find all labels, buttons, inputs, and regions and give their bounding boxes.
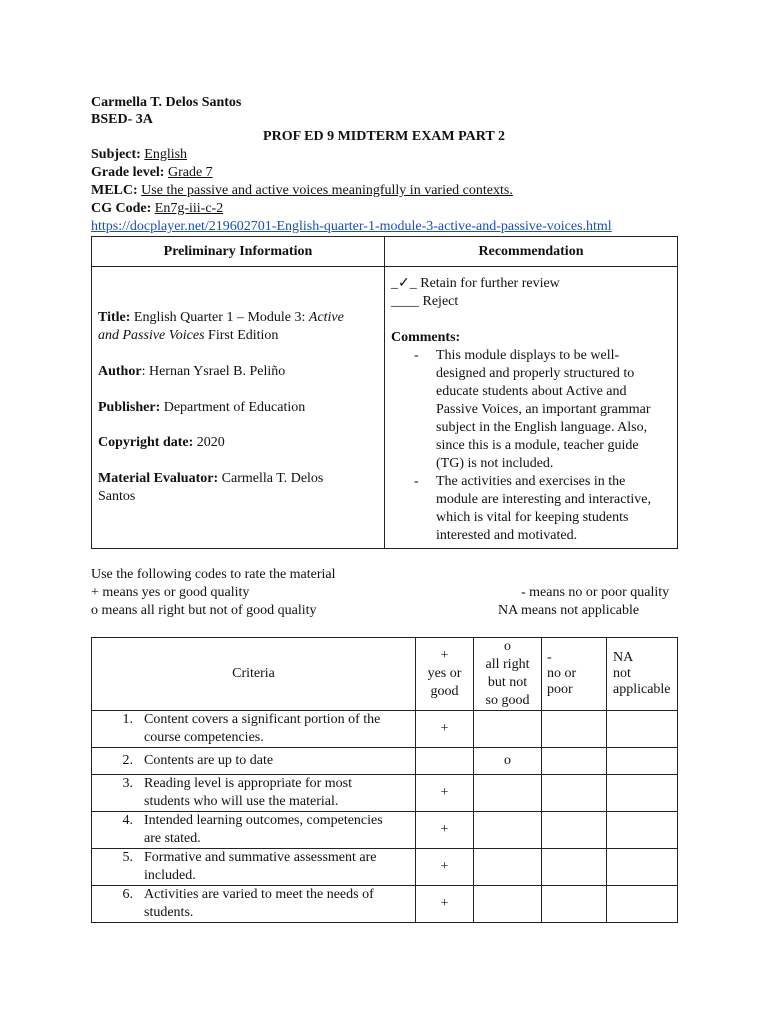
rating-na-cell[interactable]	[607, 775, 678, 812]
o-header-line: but not	[487, 675, 528, 690]
comment-2-line: module are interesting and interactive,	[436, 492, 651, 507]
criteria-rows	[92, 711, 678, 923]
recommendation-header: Recommendation	[385, 237, 678, 267]
codes-intro: Use the following codes to rate the material	[91, 567, 336, 582]
code-minus: - means no or poor quality	[521, 585, 670, 600]
subject-label: Subject:	[91, 147, 141, 162]
criteria-row	[92, 748, 678, 775]
criteria-text	[144, 886, 415, 922]
grade-line	[91, 164, 213, 182]
criteria-text-line: Content covers a significant portion of the	[144, 712, 381, 727]
o-header	[474, 638, 542, 711]
prelim-info-header: Preliminary Information	[92, 237, 385, 267]
criteria-number: 1.	[122, 712, 133, 727]
source-link[interactable]: https://docplayer.net/219602701-English-quarter-1-module-3-active-and-passive-voices.html	[91, 219, 612, 234]
criteria-text	[144, 711, 415, 747]
criteria-text-line: are stated.	[144, 831, 201, 846]
criteria-row	[92, 812, 678, 849]
material-evaluator: Material Evaluator: Carmella T. Delos Santos	[98, 471, 324, 504]
rating-plus-cell[interactable]: +	[416, 812, 474, 849]
rating-o-cell[interactable]	[474, 711, 542, 748]
rating-o-cell[interactable]	[474, 812, 542, 849]
material-title: Title: English Quarter 1 – Module 3: Active and Passive Voices First Edition	[98, 310, 344, 343]
minus-header	[542, 638, 607, 711]
rating-na-cell[interactable]	[607, 849, 678, 886]
cg-value: En7g-iii-c-2	[154, 201, 224, 216]
criteria-number: 2.	[122, 753, 133, 768]
plus-header	[416, 638, 474, 711]
melc-line	[91, 182, 513, 200]
criteria-cell	[92, 849, 416, 886]
na-header-line: applicable	[613, 682, 671, 697]
comment-1-line: (TG) is not included.	[436, 456, 554, 471]
rating-minus-cell[interactable]	[542, 812, 607, 849]
criteria-number: 3.	[122, 776, 133, 791]
rating-na-cell[interactable]	[607, 748, 678, 775]
rating-plus-cell[interactable]: +	[416, 711, 474, 748]
minus-header-line: -	[547, 650, 552, 665]
rating-o-cell[interactable]	[474, 849, 542, 886]
comment-1	[436, 347, 676, 473]
student-name: Carmella T. Delos Santos	[91, 95, 242, 110]
criteria-number: 5.	[122, 850, 133, 865]
comment-1-line: subject in the English language. Also,	[436, 420, 648, 435]
rating-minus-cell[interactable]	[542, 886, 607, 923]
prelim-info-cell	[92, 267, 384, 548]
plus-header-line: yes or	[427, 666, 462, 681]
criteria-text-line: Activities are varied to meet the needs of	[144, 887, 374, 902]
criteria-row	[92, 711, 678, 748]
criteria-text	[144, 752, 415, 770]
student-course: BSED- 3A	[91, 112, 153, 127]
rating-o-cell[interactable]	[474, 775, 542, 812]
subject-value: English	[144, 147, 188, 162]
rating-na-cell[interactable]	[607, 812, 678, 849]
criteria-text	[144, 849, 415, 885]
criteria-cell	[92, 812, 416, 849]
o-header-line: so good	[485, 693, 530, 708]
na-header	[607, 638, 678, 711]
criteria-row	[92, 849, 678, 886]
plus-header-line: good	[430, 684, 459, 699]
na-header-line: NA	[613, 650, 634, 665]
criteria-cell	[92, 775, 416, 812]
criteria-text-line: Intended learning outcomes, competencies	[144, 813, 383, 828]
exam-title: PROF ED 9 MIDTERM EXAM PART 2	[263, 129, 505, 144]
criteria-row	[92, 886, 678, 923]
criteria-cell	[92, 711, 416, 748]
rating-o-cell[interactable]	[474, 886, 542, 923]
criteria-cell	[92, 748, 416, 775]
grade-value: Grade 7	[167, 165, 213, 180]
criteria-text	[144, 812, 415, 848]
criteria-text-line: course competencies.	[144, 730, 264, 745]
comment-2-line: The activities and exercises in the	[436, 474, 626, 489]
comment-2	[436, 473, 676, 545]
criteria-header: Criteria	[92, 638, 416, 711]
reject-option[interactable]: ____ Reject	[391, 294, 459, 309]
comments-label: Comments:	[391, 330, 461, 345]
o-header-line: o	[504, 639, 511, 654]
comment-1-line: designed and properly structured to	[436, 366, 635, 381]
melc-label: MELC:	[91, 183, 138, 198]
comment-2-line: which is vital for keeping students	[436, 510, 629, 525]
grade-label: Grade level:	[91, 165, 165, 180]
criteria-cell	[92, 886, 416, 923]
comment-2-line: interested and motivated.	[436, 528, 578, 543]
criteria-text	[144, 775, 415, 811]
rating-minus-cell[interactable]	[542, 849, 607, 886]
rating-minus-cell[interactable]	[542, 711, 607, 748]
criteria-text-line: students who will use the material.	[144, 794, 339, 809]
na-header-line: not	[613, 666, 631, 681]
criteria-text-line: Reading level is appropriate for most	[144, 776, 352, 791]
rating-plus-cell[interactable]: +	[416, 886, 474, 923]
code-na: NA means not applicable	[498, 603, 640, 618]
rating-plus-cell[interactable]: +	[416, 775, 474, 812]
subject-line	[91, 146, 187, 164]
criteria-rating-table	[91, 637, 678, 923]
evaluation-info-table	[91, 236, 678, 549]
criteria-number: 6.	[122, 887, 133, 902]
rating-plus-cell[interactable]	[416, 748, 474, 775]
material-copyright: Copyright date: 2020	[98, 435, 225, 450]
rating-plus-cell[interactable]: +	[416, 849, 474, 886]
code-plus: + means yes or good quality	[91, 585, 250, 600]
rating-minus-cell[interactable]	[542, 748, 607, 775]
criteria-text-line: Contents are up to date	[144, 753, 274, 768]
criteria-text-line: Formative and summative assessment are	[144, 850, 377, 865]
comment-1-line: educate students about Active and	[436, 384, 627, 399]
material-author: Author: Hernan Ysrael B. Peliño	[98, 364, 286, 379]
bullet-dash-2: -	[414, 474, 419, 489]
code-o: o means all right but not of good quality	[91, 603, 317, 618]
melc-value: Use the passive and active voices meaningfully in varied contexts.	[141, 183, 513, 198]
comment-1-line: This module displays to be well-	[436, 348, 620, 363]
rating-o-cell[interactable]: o	[474, 748, 542, 775]
check-icon: _✓_	[391, 276, 417, 291]
criteria-row	[92, 775, 678, 812]
minus-header-line: poor	[547, 682, 573, 697]
rating-minus-cell[interactable]	[542, 775, 607, 812]
comment-1-line: Passive Voices, an important grammar	[436, 402, 651, 417]
criteria-text-line: students.	[144, 905, 194, 920]
retain-option[interactable]: _✓_ Retain for further review	[391, 276, 560, 291]
cg-line	[91, 200, 223, 218]
rating-na-cell[interactable]	[607, 711, 678, 748]
minus-header-line: no or	[547, 666, 577, 681]
recommendation-cell	[385, 267, 677, 548]
comment-1-line: since this is a module, teacher guide	[436, 438, 639, 453]
criteria-number: 4.	[122, 813, 133, 828]
o-header-line: all right	[485, 657, 530, 672]
rating-na-cell[interactable]	[607, 886, 678, 923]
bullet-dash-1: -	[414, 348, 419, 363]
material-publisher: Publisher: Department of Education	[98, 400, 306, 415]
cg-label: CG Code:	[91, 201, 152, 216]
plus-header-line: +	[440, 648, 449, 663]
criteria-text-line: included.	[144, 868, 196, 883]
